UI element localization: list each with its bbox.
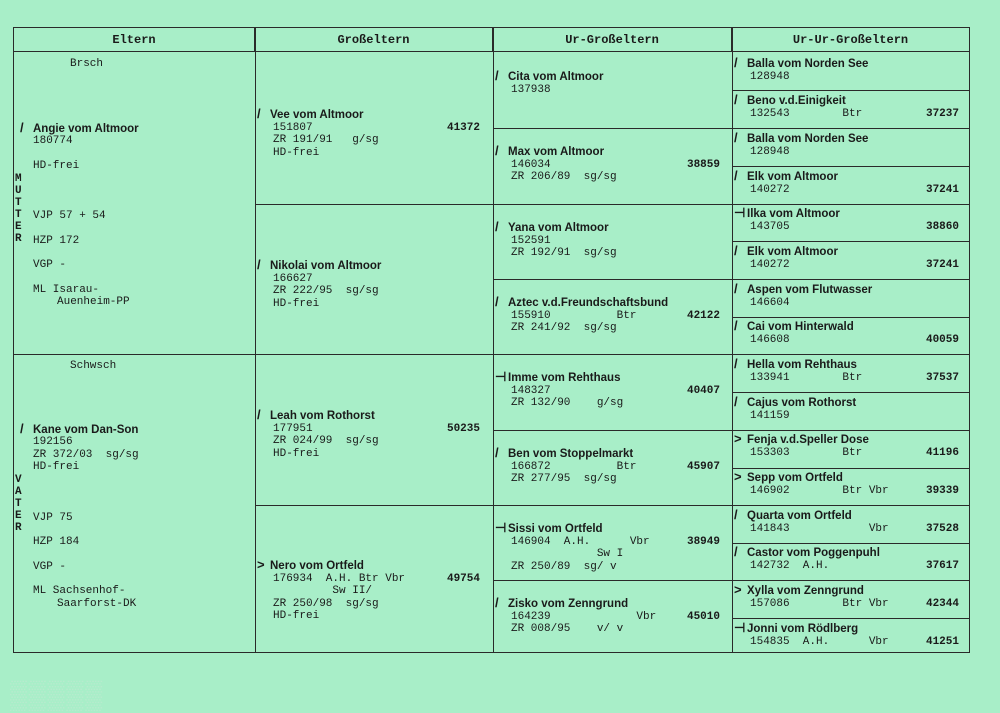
great-grandparent-cell [495, 296, 730, 335]
great-great-grandparent-cell [734, 509, 969, 535]
great-great-grandparent-cell [734, 546, 969, 572]
divider [732, 468, 969, 469]
mother-vgp: VGP - [33, 259, 67, 271]
great-great-grandparent-cell [734, 396, 969, 422]
slash-mark: / [734, 92, 738, 107]
great-grandparent-name: Zisko vom Zenngrund [508, 598, 629, 610]
great-great-grandparent-line: 154835 A.H. Vbr [750, 635, 889, 648]
great-grandparent-name: Yana vom Altmoor [508, 222, 609, 234]
watermark-stamp: ▒▒▒▒▒ [10, 682, 105, 713]
divider [493, 28, 494, 652]
great-grandparent-cell [495, 70, 730, 96]
father-vjp: VJP 75 [33, 511, 73, 524]
great-grandparent-cell [495, 371, 730, 410]
divider [255, 204, 969, 205]
great-grandparent-line: ZR 132/90 g/sg [511, 397, 624, 409]
great-great-grandparent-number: 41251 [925, 636, 959, 648]
great-grandparent-line: ZR 206/89 sg/sg [511, 171, 617, 183]
grandparent-number: 49754 [446, 573, 480, 585]
slash-mark: / [734, 130, 738, 145]
great-great-grandparent-line: 141159 [750, 409, 790, 422]
grandparent-line: ZR 024/99 sg/sg [273, 435, 379, 447]
father-zr: ZR 372/03 sg/sg [33, 448, 139, 461]
arrow-mark: > [734, 582, 742, 597]
tee-mark: ⊣ [495, 369, 507, 384]
divider [732, 317, 969, 318]
great-great-grandparent-cell [734, 170, 969, 196]
great-great-grandparent-cell [734, 622, 969, 648]
great-great-grandparent-cell [734, 245, 969, 271]
great-great-grandparent-cell [734, 358, 969, 384]
great-great-grandparent-number: 41196 [925, 447, 959, 459]
slash-mark: / [734, 281, 738, 296]
grandparent-cell [257, 409, 490, 460]
great-great-grandparent-name: Xylla vom Zenngrund [747, 585, 864, 597]
great-great-grandparent-number: 42344 [925, 598, 959, 610]
great-great-grandparent-line: 133941 Btr [750, 371, 863, 384]
mother-vjp: VJP 57 + 54 [33, 210, 106, 222]
great-grandparent-name: Aztec v.d.Freundschaftsbund [508, 297, 669, 309]
grandparent-line: 151807 [273, 121, 313, 134]
great-grandparent-line: 146034 [511, 158, 551, 171]
divider [732, 392, 969, 393]
slash-mark: / [495, 68, 499, 83]
mother-name: Angie vom Altmoor [33, 122, 139, 135]
great-grandparent-line: Sw I [511, 548, 624, 560]
mother-cell [20, 58, 252, 309]
grandparent-line: HD-frei [273, 610, 320, 622]
great-grandparent-line: ZR 250/89 sg/ v [511, 560, 617, 573]
grandparent-line: HD-frei [273, 297, 320, 310]
slash-mark: / [495, 294, 499, 309]
great-grandparent-name: Sissi vom Ortfeld [508, 523, 603, 535]
divider [493, 580, 969, 581]
grandparent-cell [257, 559, 490, 623]
divider [255, 28, 256, 652]
great-grandparent-name: Cita vom Altmoor [508, 71, 604, 83]
great-great-grandparent-line: 153303 Btr [750, 446, 863, 459]
divider [732, 166, 969, 167]
great-great-grandparent-line: 146604 [750, 296, 790, 309]
grandparent-line: 177951 [273, 422, 313, 435]
great-great-grandparent-line: 140272 [750, 183, 790, 196]
great-grandparent-line: ZR 241/92 sg/sg [511, 322, 617, 334]
divider [732, 28, 733, 652]
great-grandparent-number: 38949 [686, 536, 720, 548]
grandparent-cell [257, 259, 490, 310]
great-grandparent-number: 40407 [686, 385, 720, 397]
great-grandparent-name: Imme vom Rehthaus [508, 372, 621, 384]
slash-mark: / [734, 55, 738, 70]
great-great-grandparent-line: 141843 Vbr [750, 522, 889, 535]
slash-mark: / [495, 219, 499, 234]
great-grandparent-line: 152591 [511, 234, 551, 247]
great-grandparent-number: 45907 [686, 461, 720, 473]
grandparent-name: Vee vom Altmoor [270, 109, 364, 121]
mother-color: Brsch [70, 58, 104, 70]
great-great-grandparent-cell [734, 283, 969, 309]
arrow-mark: > [257, 557, 265, 572]
grandparent-cell [257, 108, 490, 159]
great-great-grandparent-number: 37617 [925, 560, 959, 572]
great-great-grandparent-name: Aspen vom Flutwasser [747, 284, 873, 296]
slash-mark: / [734, 243, 738, 258]
slash-mark: / [20, 420, 24, 436]
great-great-grandparent-cell [734, 320, 969, 346]
divider [732, 90, 969, 91]
mother-reg: 180774 [33, 135, 73, 147]
great-grandparent-line: ZR 277/95 sg/sg [511, 473, 617, 485]
tee-mark: ⊣ [734, 620, 746, 635]
header-grandparents: Großeltern [255, 28, 493, 52]
grandparent-line: 176934 A.H. Btr Vbr [273, 572, 406, 585]
great-great-grandparent-name: Quarta vom Ortfeld [747, 510, 852, 522]
great-grandparent-line: 155910 Btr [511, 309, 637, 322]
slash-mark: / [495, 595, 499, 610]
mother-ml1: ML Isarau- [33, 283, 100, 296]
father-ml2: Saarforst-DK [57, 597, 137, 610]
great-grandparent-line: 137938 [511, 83, 551, 96]
grandparent-line: 166627 [273, 272, 313, 285]
grandparent-line: Sw II/ [273, 585, 373, 597]
great-great-grandparent-name: Castor vom Poggenpuhl [747, 547, 880, 559]
grandparent-name: Nero vom Ortfeld [270, 560, 364, 572]
slash-mark: / [734, 544, 738, 559]
great-great-grandparent-line: 143705 [750, 220, 790, 233]
great-great-grandparent-line: 140272 [750, 258, 790, 271]
slash-mark: / [495, 445, 499, 460]
great-great-grandparent-cell [734, 471, 969, 497]
divider [493, 128, 969, 129]
father-name: Kane vom Dan-Son [33, 423, 139, 436]
great-great-grandparent-cell [734, 433, 969, 459]
great-great-grandparent-line: 128948 [750, 145, 790, 158]
mother-hd: HD-frei [33, 159, 80, 172]
father-ml1: ML Sachsenhof- [33, 585, 126, 597]
great-grandparent-name: Ben vom Stoppelmarkt [508, 448, 634, 460]
grandparent-line: ZR 222/95 sg/sg [273, 285, 379, 297]
slash-mark: / [20, 119, 24, 135]
great-great-grandparent-cell [734, 207, 969, 233]
great-great-grandparent-number: 38860 [925, 221, 959, 233]
tee-mark: ⊣ [495, 520, 507, 535]
great-great-grandparent-name: Jonni vom Rödlberg [747, 623, 859, 635]
divider [732, 618, 969, 619]
father-hzp: HZP 184 [33, 536, 80, 548]
divider [732, 241, 969, 242]
grandparent-line: ZR 191/91 g/sg [273, 134, 379, 146]
mother-ml2: Auenheim-PP [57, 296, 130, 308]
great-great-grandparent-line: 146608 [750, 333, 790, 346]
great-great-grandparent-line: 146902 Btr Vbr [750, 484, 889, 497]
great-grandparent-number: 45010 [686, 611, 720, 623]
great-great-grandparent-name: Balla vom Norden See [747, 133, 869, 145]
great-grandparent-cell [495, 145, 730, 184]
slash-mark: / [734, 318, 738, 333]
slash-mark: / [257, 407, 261, 422]
great-great-grandparent-number: 37537 [925, 372, 959, 384]
great-grandparent-name: Max vom Altmoor [508, 146, 605, 158]
great-great-grandparent-number: 37528 [925, 523, 959, 535]
grandparent-name: Nikolai vom Altmoor [270, 260, 382, 272]
great-great-grandparent-line: 128948 [750, 70, 790, 83]
great-great-grandparent-name: Elk vom Altmoor [747, 246, 838, 258]
great-grandparent-cell [495, 447, 730, 486]
grandparent-line: HD-frei [273, 146, 320, 159]
arrow-mark: > [734, 469, 742, 484]
great-great-grandparent-line: 132543 Btr [750, 107, 863, 120]
great-great-grandparent-name: Cajus vom Rothorst [747, 397, 857, 409]
grandparent-name: Leah vom Rothorst [270, 410, 375, 422]
grandparent-number: 41372 [446, 122, 480, 134]
great-grandparent-number: 38859 [686, 159, 720, 171]
grandparent-number: 50235 [446, 423, 480, 435]
label-letter: MUTTER [12, 173, 25, 245]
divider [255, 505, 969, 506]
great-great-grandparent-number: 40059 [925, 334, 959, 346]
grandparent-line: HD-frei [273, 447, 320, 460]
great-great-grandparent-number: 37241 [925, 259, 959, 271]
slash-mark: / [734, 394, 738, 409]
father-hd: HD-frei [33, 461, 80, 473]
great-great-grandparent-name: Cai vom Hinterwald [747, 321, 854, 333]
header-great-grandparents: Ur-Großeltern [493, 28, 732, 52]
great-great-grandparent-number: 37241 [925, 184, 959, 196]
great-great-grandparent-name: Beno v.d.Einigkeit [747, 95, 846, 107]
great-great-grandparent-cell [734, 94, 969, 120]
great-grandparent-number: 42122 [686, 310, 720, 322]
great-great-grandparent-line: 157086 Btr Vbr [750, 597, 889, 610]
great-grandparent-line: ZR 192/91 sg/sg [511, 247, 617, 259]
header-great-great-grandparents: Ur-Ur-Großeltern [732, 28, 969, 52]
tee-mark: ⊣ [734, 205, 746, 220]
father-cell [20, 360, 252, 610]
pedigree-table [13, 27, 970, 653]
great-great-grandparent-line: 142732 A.H. [750, 559, 830, 572]
slash-mark: / [257, 257, 261, 272]
divider [732, 543, 969, 544]
great-grandparent-line: 166872 Btr [511, 460, 637, 473]
slash-mark: / [495, 143, 499, 158]
great-grandparent-line: 164239 Vbr [511, 610, 657, 623]
father-reg: 192156 [33, 436, 73, 448]
great-great-grandparent-name: Sepp vom Ortfeld [747, 472, 843, 484]
divider [493, 430, 969, 431]
divider [14, 354, 969, 355]
label-letter: VATER [12, 474, 25, 534]
mother-hzp: HZP 172 [33, 234, 80, 247]
great-great-grandparent-name: Elk vom Altmoor [747, 171, 838, 183]
father-vgp: VGP - [33, 560, 67, 573]
header-parents: Eltern [14, 28, 255, 52]
great-grandparent-cell [495, 597, 730, 636]
great-great-grandparent-name: Hella vom Rehthaus [747, 359, 857, 371]
arrow-mark: > [734, 431, 742, 446]
slash-mark: / [734, 168, 738, 183]
great-great-grandparent-name: Ilka vom Altmoor [747, 208, 840, 220]
great-great-grandparent-cell [734, 584, 969, 610]
slash-mark: / [257, 106, 261, 121]
father-color: Schwsch [70, 360, 117, 372]
great-great-grandparent-number: 39339 [925, 485, 959, 497]
slash-mark: / [734, 507, 738, 522]
great-great-grandparent-name: Fenja v.d.Speller Dose [747, 434, 869, 446]
great-grandparent-cell [495, 522, 730, 573]
great-grandparent-line: ZR 008/95 v/ v [511, 623, 624, 635]
great-great-grandparent-cell [734, 132, 969, 158]
grandparent-line: ZR 250/98 sg/sg [273, 597, 379, 610]
divider [493, 279, 969, 280]
great-grandparent-line: 146904 A.H. Vbr [511, 535, 650, 548]
great-great-grandparent-number: 37237 [925, 108, 959, 120]
slash-mark: / [734, 356, 738, 371]
great-great-grandparent-name: Balla vom Norden See [747, 58, 869, 70]
great-grandparent-cell [495, 221, 730, 260]
great-great-grandparent-cell [734, 57, 969, 83]
great-grandparent-line: 148327 [511, 384, 551, 397]
